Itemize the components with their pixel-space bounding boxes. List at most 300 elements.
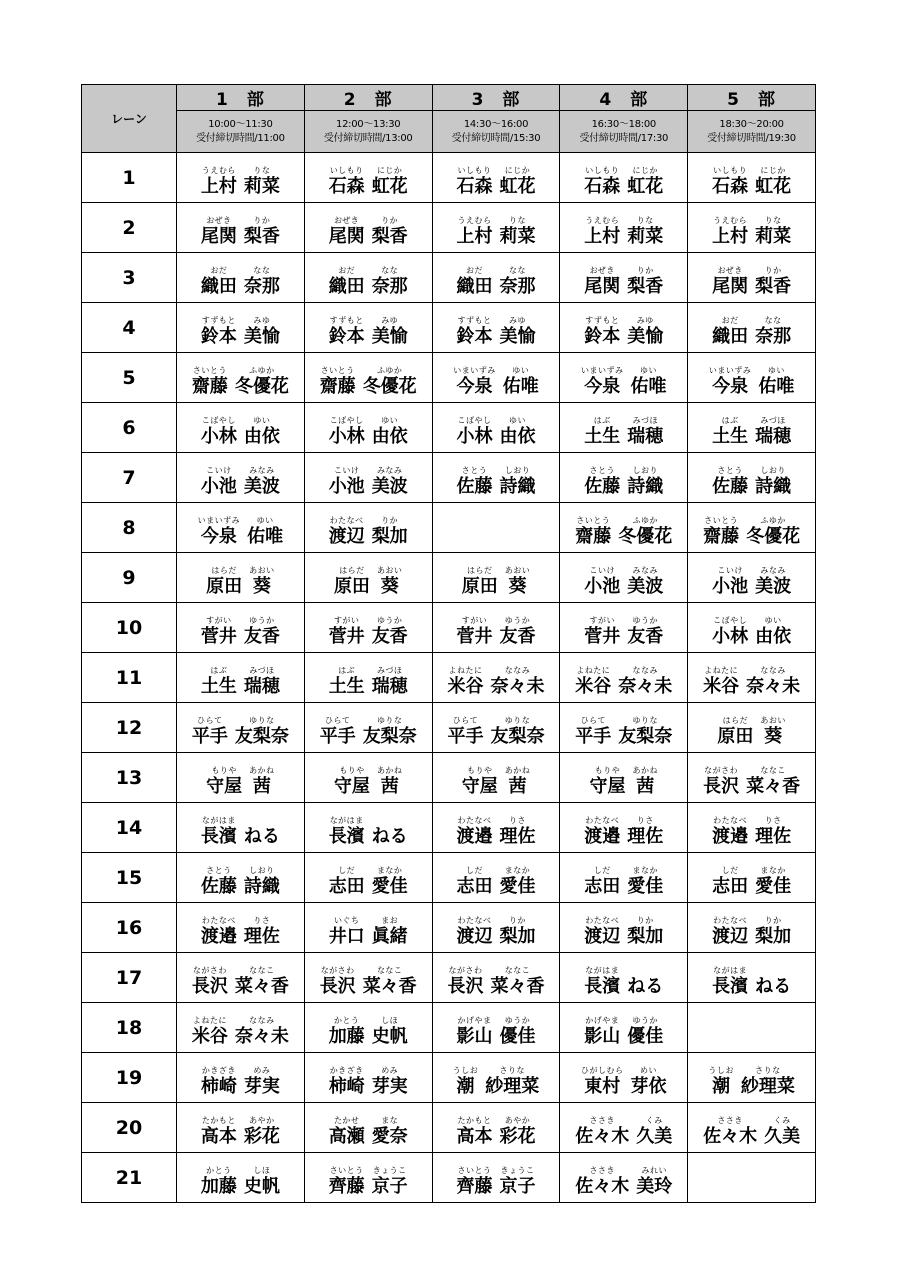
surname-kanji: 渡辺 bbox=[456, 925, 493, 947]
part-header-4 bbox=[560, 85, 688, 111]
name-cell bbox=[688, 453, 816, 503]
name-cell bbox=[560, 1153, 688, 1203]
given-furigana: みなみ bbox=[249, 465, 275, 475]
lane-number: 20 bbox=[82, 1103, 177, 1153]
surname bbox=[329, 866, 365, 898]
surname-kanji: 齋藤 bbox=[575, 525, 612, 547]
given-name bbox=[244, 166, 280, 198]
given-kanji: ねる bbox=[627, 975, 664, 997]
given-kanji: 奈那 bbox=[371, 275, 408, 297]
surname-furigana: もりや bbox=[339, 765, 365, 775]
surname bbox=[329, 466, 365, 498]
given-kanji: 奈々未 bbox=[490, 675, 545, 697]
name-cell bbox=[177, 1003, 305, 1053]
given-name bbox=[755, 566, 791, 598]
name-cell bbox=[688, 703, 816, 753]
given-furigana: ゆうか bbox=[504, 615, 531, 625]
surname bbox=[192, 1016, 228, 1048]
surname-furigana: もりや bbox=[466, 765, 493, 775]
surname bbox=[581, 1066, 624, 1098]
surname bbox=[453, 1066, 479, 1098]
name-cell bbox=[432, 1153, 560, 1203]
surname-furigana: いしもり bbox=[585, 165, 620, 175]
part-number: 4 bbox=[599, 90, 613, 110]
table-row bbox=[82, 803, 816, 853]
given-furigana: りさ bbox=[764, 815, 782, 825]
given-name bbox=[377, 766, 403, 798]
given-kanji: 詩織 bbox=[243, 875, 280, 897]
given-furigana: みなみ bbox=[376, 465, 403, 475]
member-name bbox=[198, 514, 284, 548]
surname bbox=[201, 216, 237, 248]
given-name bbox=[755, 166, 791, 198]
given-furigana: ななこ bbox=[504, 965, 531, 975]
given-furigana: みゆ bbox=[381, 315, 399, 325]
table-row bbox=[82, 653, 816, 703]
surname bbox=[456, 316, 492, 348]
surname-kanji: 原田 bbox=[461, 575, 498, 597]
given-furigana: ふゆか bbox=[760, 515, 786, 525]
given-name bbox=[627, 166, 663, 198]
given-name bbox=[372, 266, 408, 298]
given-name bbox=[235, 716, 289, 748]
given-kanji: 由依 bbox=[755, 625, 792, 647]
surname-furigana: ひらて bbox=[324, 715, 351, 725]
name-cell bbox=[177, 703, 305, 753]
given-name bbox=[627, 816, 663, 848]
part-header-5 bbox=[688, 85, 816, 111]
surname-kanji: 尾関 bbox=[328, 225, 365, 247]
lane-number: 3 bbox=[82, 253, 177, 303]
surname-kanji: 平手 bbox=[319, 725, 356, 747]
surname bbox=[453, 366, 496, 398]
surname-furigana: こばやし bbox=[201, 415, 236, 425]
lane-number: 10 bbox=[82, 603, 177, 653]
given-name bbox=[372, 166, 408, 198]
surname bbox=[709, 366, 752, 398]
surname bbox=[201, 816, 237, 848]
surname-furigana: かとう bbox=[206, 1165, 232, 1175]
surname-furigana: こばやし bbox=[457, 415, 492, 425]
name-cell bbox=[688, 1153, 816, 1203]
member-name bbox=[329, 1014, 408, 1048]
lane-number: 6 bbox=[82, 403, 177, 453]
given-kanji: 葵 bbox=[380, 575, 399, 597]
member-name bbox=[201, 864, 280, 898]
surname bbox=[334, 766, 370, 798]
surname bbox=[708, 1066, 734, 1098]
given-furigana: ななこ bbox=[249, 965, 275, 975]
given-name bbox=[755, 416, 791, 448]
member-name bbox=[462, 564, 531, 598]
given-furigana: りか bbox=[508, 915, 526, 925]
surname-kanji: 長濱 bbox=[712, 975, 749, 997]
given-furigana: まな bbox=[381, 1115, 399, 1125]
surname-furigana: はらだ bbox=[466, 565, 493, 575]
surname bbox=[329, 666, 365, 698]
surname-kanji: 小林 bbox=[328, 425, 365, 447]
given-furigana: きょうこ bbox=[500, 1165, 535, 1175]
surname-furigana: はらだ bbox=[339, 565, 365, 575]
member-name bbox=[456, 614, 535, 648]
part-header-3 bbox=[432, 85, 560, 111]
surname bbox=[456, 1166, 492, 1198]
name-cell bbox=[432, 153, 560, 203]
given-kanji: 奈那 bbox=[755, 325, 792, 347]
part-time-range: 18:30～20:00 bbox=[719, 118, 784, 130]
given-kanji: 友香 bbox=[243, 625, 280, 647]
name-cell bbox=[688, 1103, 816, 1153]
surname-furigana: わたなべ bbox=[201, 915, 236, 925]
given-kanji: 冬優花 bbox=[618, 525, 673, 547]
name-cell bbox=[560, 1053, 688, 1103]
name-cell bbox=[304, 353, 432, 403]
surname-furigana: しだ bbox=[721, 865, 739, 875]
surname bbox=[192, 716, 228, 748]
name-cell bbox=[177, 803, 305, 853]
given-furigana: ゆい bbox=[764, 615, 782, 625]
given-name bbox=[755, 616, 791, 648]
name-cell bbox=[177, 353, 305, 403]
given-kanji: 梨香 bbox=[755, 275, 792, 297]
given-name bbox=[372, 1166, 408, 1198]
surname bbox=[329, 416, 365, 448]
surname-kanji: 渡辺 bbox=[712, 925, 749, 947]
member-name bbox=[201, 464, 280, 498]
given-furigana bbox=[644, 966, 647, 976]
surname-kanji: 志田 bbox=[584, 875, 621, 897]
member-name bbox=[447, 964, 544, 998]
given-kanji: 由依 bbox=[243, 425, 280, 447]
name-cell bbox=[177, 1103, 305, 1153]
name-cell bbox=[560, 153, 688, 203]
given-name bbox=[755, 466, 791, 498]
member-name bbox=[575, 1114, 672, 1148]
surname-kanji: 守屋 bbox=[206, 775, 243, 797]
surname-furigana: ながさわ bbox=[320, 965, 355, 975]
given-name bbox=[636, 1166, 672, 1198]
given-furigana: ゆうか bbox=[504, 1015, 531, 1025]
surname-furigana: さいとう bbox=[192, 365, 227, 375]
surname-kanji: 守屋 bbox=[461, 775, 498, 797]
given-furigana: にじか bbox=[376, 165, 403, 175]
surname-kanji: 柿崎 bbox=[328, 1075, 365, 1097]
given-furigana: ゆい bbox=[508, 415, 526, 425]
given-kanji: 菜々香 bbox=[234, 975, 289, 997]
surname-kanji: 齋藤 bbox=[703, 525, 740, 547]
surname-kanji: 佐藤 bbox=[200, 875, 237, 897]
name-cell bbox=[304, 1103, 432, 1153]
member-name bbox=[717, 714, 786, 748]
given-kanji: 理佐 bbox=[755, 825, 792, 847]
given-name bbox=[627, 966, 663, 998]
member-name bbox=[712, 214, 791, 248]
given-name bbox=[755, 866, 791, 898]
given-name bbox=[746, 766, 800, 798]
surname-furigana: もりや bbox=[594, 765, 621, 775]
surname-kanji: 井口 bbox=[328, 925, 365, 947]
member-name bbox=[703, 764, 800, 798]
name-cell bbox=[560, 503, 688, 553]
given-name bbox=[244, 1116, 280, 1148]
surname-kanji: 上村 bbox=[456, 225, 493, 247]
member-name bbox=[329, 264, 408, 298]
given-name bbox=[244, 416, 280, 448]
given-kanji: 紗理菜 bbox=[485, 1075, 540, 1097]
surname-kanji: 加藤 bbox=[200, 1175, 237, 1197]
given-name bbox=[372, 866, 408, 898]
given-name bbox=[244, 466, 280, 498]
surname-furigana: さとう bbox=[461, 465, 488, 475]
surname-kanji: 潮 bbox=[712, 1075, 731, 1097]
surname-furigana: よねたに bbox=[448, 665, 483, 675]
given-kanji: 莉菜 bbox=[243, 175, 280, 197]
name-cell bbox=[432, 253, 560, 303]
given-name bbox=[755, 816, 791, 848]
part-number: 3 bbox=[471, 90, 485, 110]
given-furigana: ゆい bbox=[512, 365, 530, 375]
given-name bbox=[499, 616, 535, 648]
member-name bbox=[575, 514, 672, 548]
given-kanji: ねる bbox=[755, 975, 792, 997]
given-kanji: 友香 bbox=[627, 625, 664, 647]
part-deadline: 受付締切時間/13:00 bbox=[323, 132, 413, 144]
surname bbox=[584, 966, 620, 998]
given-furigana: ゆりな bbox=[249, 715, 275, 725]
surname bbox=[447, 716, 483, 748]
name-cell bbox=[688, 353, 816, 403]
given-kanji: 葵 bbox=[764, 725, 783, 747]
surname-furigana: うえむら bbox=[585, 215, 620, 225]
given-kanji: 瑞穂 bbox=[243, 675, 280, 697]
given-kanji: 茜 bbox=[252, 775, 271, 797]
surname-furigana: すずもと bbox=[329, 315, 364, 325]
given-kanji: 紗理菜 bbox=[740, 1075, 795, 1097]
surname bbox=[201, 1166, 237, 1198]
name-cell bbox=[177, 603, 305, 653]
member-name bbox=[584, 164, 663, 198]
surname bbox=[329, 216, 365, 248]
surname bbox=[712, 466, 748, 498]
surname-furigana: わたなべ bbox=[329, 515, 364, 525]
surname-kanji: 平手 bbox=[191, 725, 228, 747]
member-name bbox=[584, 214, 663, 248]
surname-kanji: 佐藤 bbox=[584, 475, 621, 497]
given-name bbox=[244, 666, 280, 698]
given-name bbox=[244, 916, 280, 948]
surname bbox=[320, 966, 356, 998]
member-name bbox=[456, 264, 535, 298]
surname bbox=[584, 316, 620, 348]
surname bbox=[329, 266, 365, 298]
part-time-1 bbox=[177, 111, 305, 153]
given-furigana: ななみ bbox=[504, 665, 531, 675]
surname-furigana: すがい bbox=[333, 615, 360, 625]
surname bbox=[329, 916, 365, 948]
lane-number: 19 bbox=[82, 1053, 177, 1103]
surname-kanji: 長沢 bbox=[703, 775, 740, 797]
member-name bbox=[590, 764, 659, 798]
surname-furigana: わたなべ bbox=[713, 815, 748, 825]
given-name bbox=[618, 666, 672, 698]
surname-kanji: 土生 bbox=[200, 675, 237, 697]
surname bbox=[590, 766, 626, 798]
given-furigana: りか bbox=[636, 265, 654, 275]
given-furigana: しほ bbox=[253, 1165, 271, 1175]
surname-furigana: おだ bbox=[210, 265, 228, 275]
given-name bbox=[631, 1066, 667, 1098]
given-kanji: 佑唯 bbox=[247, 525, 284, 547]
surname-kanji: 菅井 bbox=[584, 625, 621, 647]
given-name bbox=[633, 766, 659, 798]
given-furigana: ななこ bbox=[760, 765, 786, 775]
given-furigana: みゆ bbox=[636, 315, 654, 325]
member-name bbox=[192, 1014, 289, 1048]
given-kanji: 京子 bbox=[499, 1175, 536, 1197]
given-kanji: ねる bbox=[371, 825, 408, 847]
given-name bbox=[627, 466, 663, 498]
surname-kanji: 渡辺 bbox=[584, 925, 621, 947]
surname-kanji: 影山 bbox=[584, 1025, 621, 1047]
member-name bbox=[708, 1064, 795, 1098]
part-time-range: 10:00～11:30 bbox=[208, 118, 273, 130]
given-name bbox=[503, 366, 539, 398]
member-name bbox=[447, 714, 544, 748]
surname bbox=[201, 466, 237, 498]
given-kanji: 佑唯 bbox=[630, 375, 667, 397]
name-cell bbox=[560, 703, 688, 753]
member-name bbox=[712, 164, 791, 198]
name-cell bbox=[177, 1153, 305, 1203]
surname-furigana: おだ bbox=[721, 315, 739, 325]
given-kanji: 菜々香 bbox=[362, 975, 417, 997]
given-furigana bbox=[772, 966, 775, 976]
given-kanji: 奈々未 bbox=[234, 1025, 289, 1047]
member-name bbox=[320, 714, 417, 748]
given-furigana: あやか bbox=[249, 1115, 275, 1125]
given-kanji: 莉菜 bbox=[499, 225, 536, 247]
given-name bbox=[499, 1116, 535, 1148]
name-cell bbox=[560, 903, 688, 953]
given-name bbox=[372, 516, 408, 548]
given-furigana: にじか bbox=[760, 165, 786, 175]
given-furigana: りな bbox=[636, 215, 654, 225]
surname-kanji: 原田 bbox=[206, 575, 243, 597]
given-furigana: めみ bbox=[253, 1065, 271, 1075]
given-name bbox=[627, 866, 663, 898]
member-name bbox=[201, 414, 280, 448]
given-furigana: りか bbox=[764, 915, 782, 925]
surname bbox=[201, 1116, 237, 1148]
name-cell bbox=[432, 903, 560, 953]
surname-furigana: ながはま bbox=[713, 965, 748, 975]
given-furigana: あおい bbox=[760, 715, 786, 725]
surname bbox=[206, 566, 242, 598]
name-cell bbox=[688, 153, 816, 203]
given-kanji: 愛佳 bbox=[499, 875, 536, 897]
given-name bbox=[249, 566, 275, 598]
member-name bbox=[453, 1064, 540, 1098]
name-cell bbox=[560, 403, 688, 453]
surname-furigana: すずもと bbox=[457, 315, 492, 325]
member-name bbox=[201, 1114, 280, 1148]
given-furigana: みづほ bbox=[760, 415, 786, 425]
surname bbox=[447, 966, 483, 998]
given-furigana: きょうこ bbox=[372, 1165, 407, 1175]
name-cell bbox=[432, 453, 560, 503]
surname bbox=[456, 916, 492, 948]
given-furigana: ゆい bbox=[256, 515, 274, 525]
given-furigana: なな bbox=[764, 315, 782, 325]
surname-kanji: 佐藤 bbox=[712, 475, 749, 497]
member-name bbox=[329, 914, 408, 948]
surname-furigana: かきざき bbox=[329, 1065, 364, 1075]
name-cell bbox=[432, 553, 560, 603]
surname bbox=[334, 566, 370, 598]
name-cell bbox=[560, 1103, 688, 1153]
surname bbox=[329, 816, 365, 848]
given-furigana: りか bbox=[764, 265, 782, 275]
given-name bbox=[372, 916, 408, 948]
surname bbox=[456, 866, 492, 898]
surname-furigana: すがい bbox=[461, 615, 488, 625]
surname bbox=[712, 416, 748, 448]
name-cell bbox=[432, 1053, 560, 1103]
name-cell bbox=[432, 353, 560, 403]
name-cell bbox=[688, 953, 816, 1003]
surname bbox=[329, 1016, 365, 1048]
surname bbox=[198, 516, 241, 548]
surname bbox=[575, 1116, 629, 1148]
given-furigana: しおり bbox=[760, 465, 786, 475]
given-kanji: 愛佳 bbox=[755, 875, 792, 897]
given-furigana: ふゆか bbox=[249, 365, 275, 375]
member-name bbox=[584, 464, 663, 498]
given-kanji: 美愉 bbox=[243, 325, 280, 347]
given-name bbox=[372, 816, 408, 848]
surname-kanji: 長沢 bbox=[191, 975, 228, 997]
surname bbox=[201, 616, 237, 648]
surname-kanji: 土生 bbox=[328, 675, 365, 697]
surname-kanji: 東村 bbox=[584, 1075, 621, 1097]
given-name bbox=[499, 266, 535, 298]
surname bbox=[329, 1166, 365, 1198]
surname-furigana: さいとう bbox=[329, 1165, 364, 1175]
surname-furigana: うえむら bbox=[713, 215, 748, 225]
surname bbox=[201, 166, 237, 198]
member-name bbox=[456, 814, 535, 848]
surname-kanji: 石森 bbox=[584, 175, 621, 197]
part-suffix: 部 bbox=[246, 90, 265, 110]
name-cell bbox=[304, 553, 432, 603]
name-cell bbox=[177, 153, 305, 203]
member-name bbox=[320, 364, 417, 398]
given-kanji: 美玲 bbox=[636, 1175, 673, 1197]
given-furigana: りな bbox=[764, 215, 782, 225]
surname-furigana: はらだ bbox=[722, 715, 749, 725]
given-furigana: あかね bbox=[249, 765, 275, 775]
part-deadline: 受付締切時間/17:30 bbox=[579, 132, 669, 144]
name-cell bbox=[304, 303, 432, 353]
given-furigana: みづほ bbox=[249, 665, 275, 675]
surname bbox=[201, 916, 237, 948]
surname bbox=[584, 916, 620, 948]
member-name bbox=[456, 1014, 535, 1048]
given-name bbox=[627, 316, 663, 348]
surname-furigana: ささき bbox=[589, 1115, 616, 1125]
surname-kanji: 加藤 bbox=[328, 1025, 365, 1047]
name-cell bbox=[432, 1003, 560, 1053]
